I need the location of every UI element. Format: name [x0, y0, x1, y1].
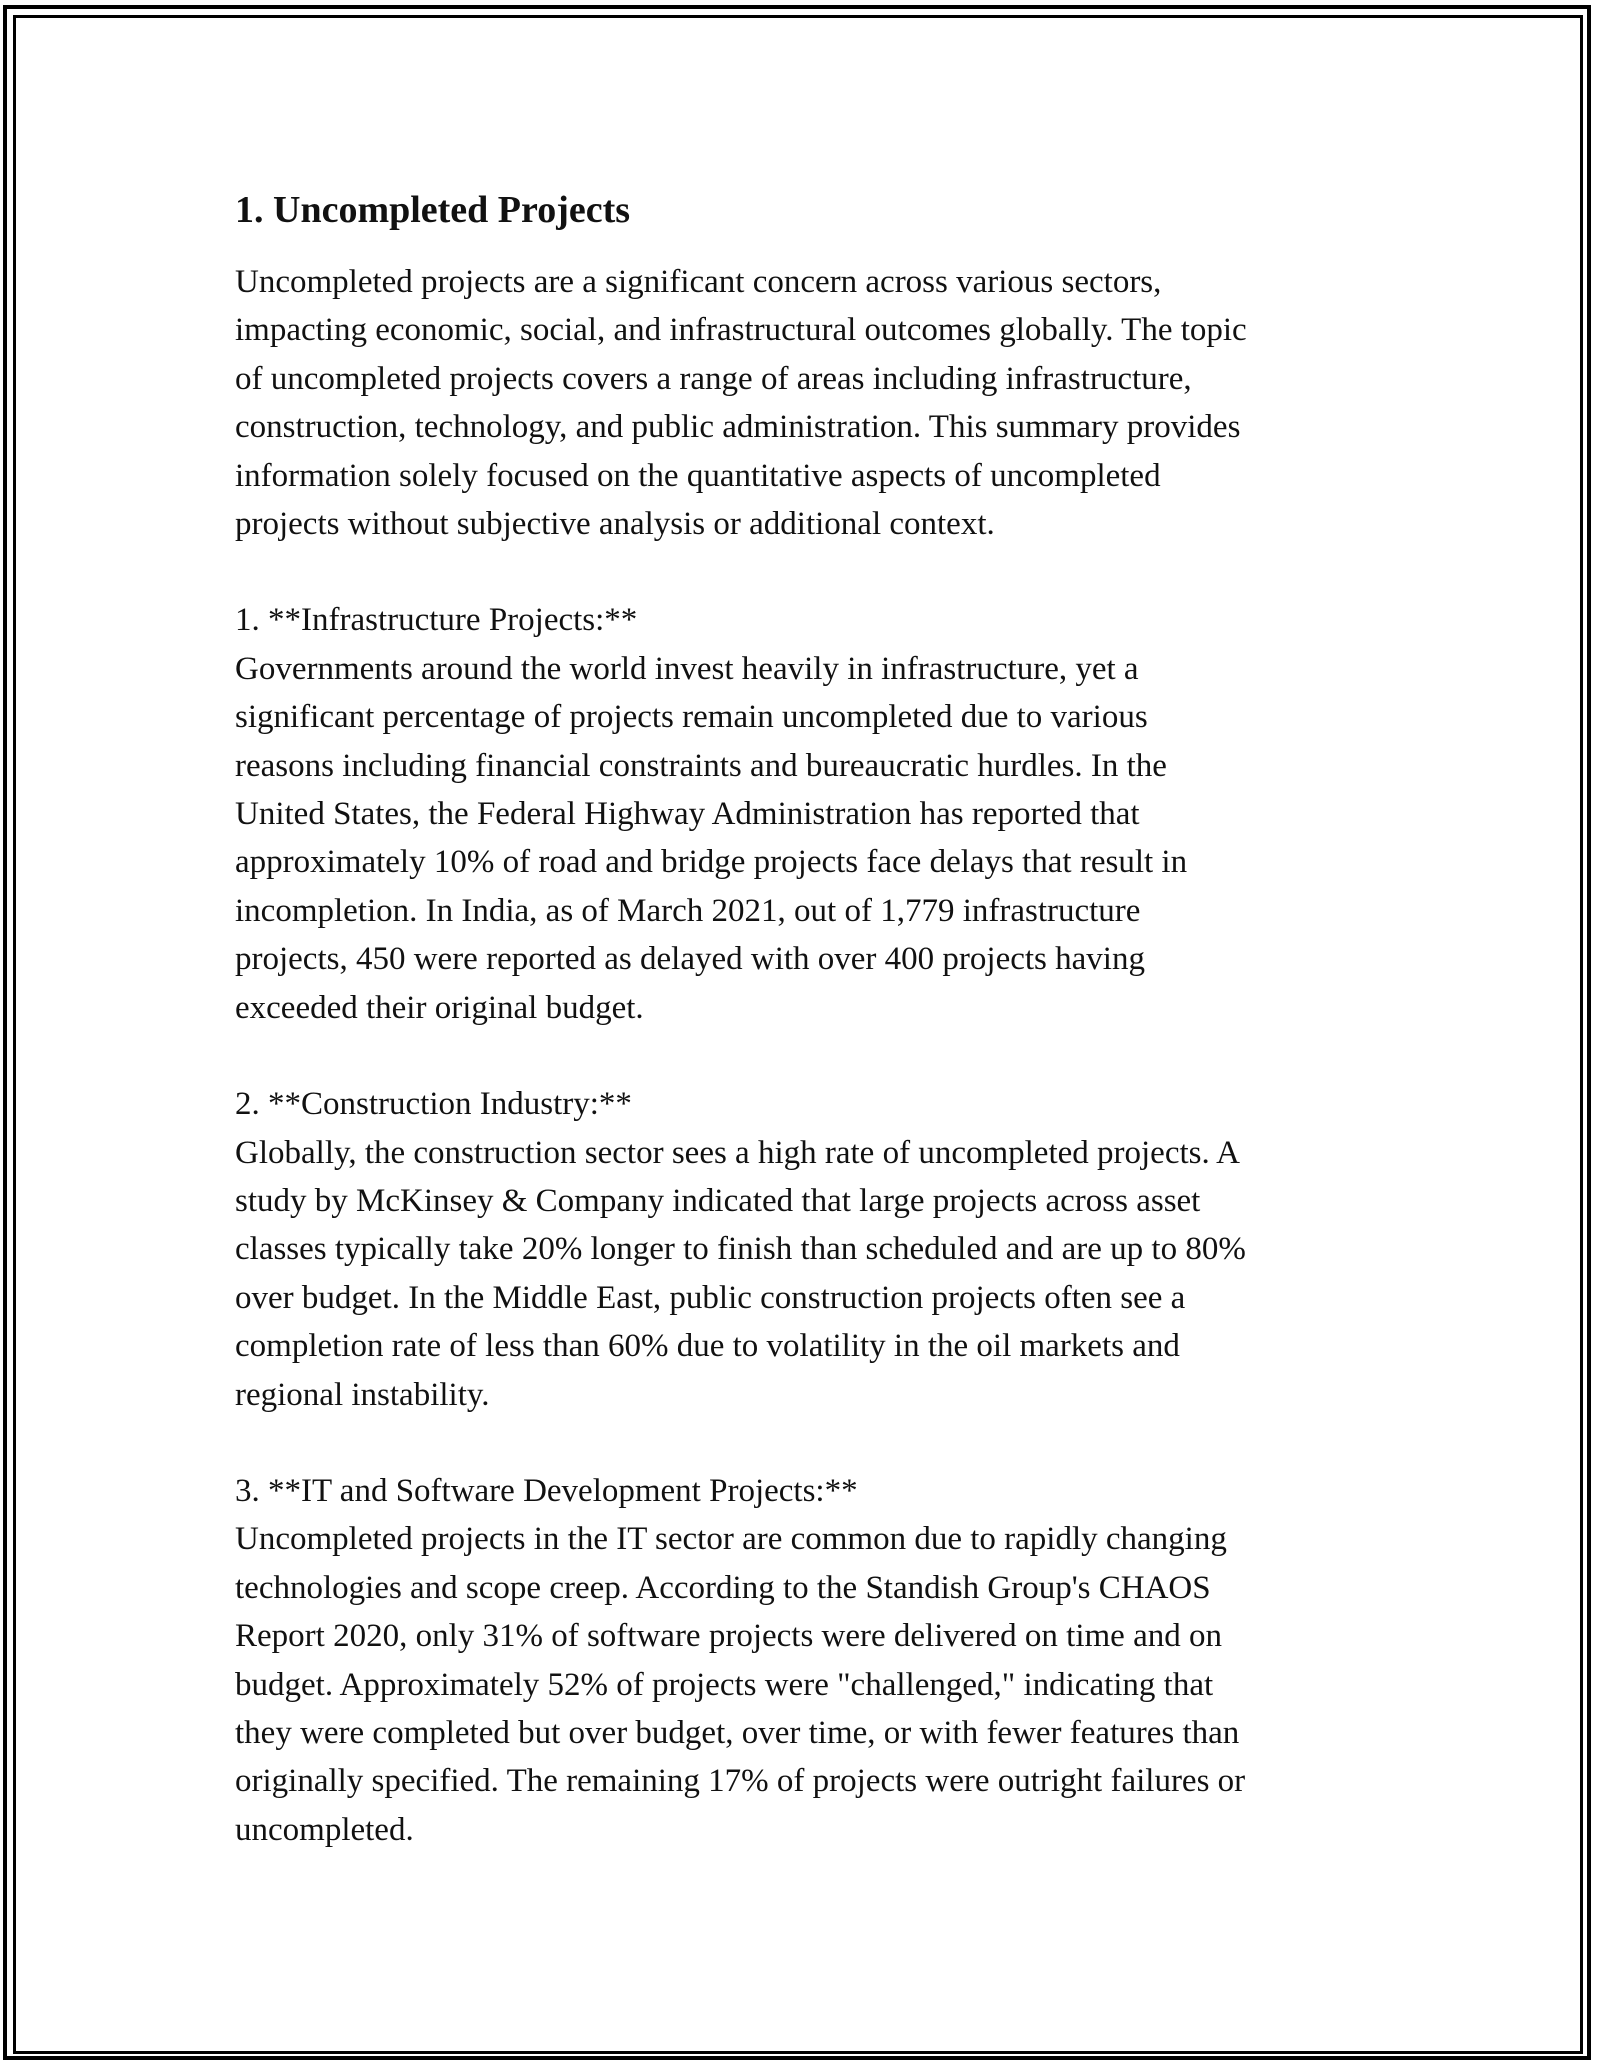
section-heading: 2. **Construction Industry:** — [235, 1086, 632, 1123]
document-title: 1. Uncompleted Projects — [235, 189, 631, 231]
section-construction — [235, 1080, 1365, 1419]
document-body — [235, 186, 1365, 1854]
section-body: Uncompleted projects in the IT sector are common due to rapidly changing technologies and scope creep. According to the Standish Group's CHAOS Report 2020, only 31% of software projects were delivered on time and on budget. Approximately 52% of projects were "challenged," indicating that they were completed but over budget, over time, or with fewer features than originally specified. The remaining 17% of projects were outright failures or uncompleted. — [235, 1521, 1246, 1848]
section-it-software — [235, 1467, 1365, 1854]
section-heading: 3. **IT and Software Development Projects:** — [235, 1472, 858, 1509]
section-body: Globally, the construction sector sees a high rate of uncompleted projects. A study by McKinsey & Company indicated that large projects across asset classes typically take 20% longer to finish than scheduled and are up to 80% over budget. In the Middle East, public construction projects often see a completion rate of less than 60% due to volatility in the oil markets and regional instability. — [235, 1134, 1246, 1413]
section-infrastructure — [235, 596, 1365, 1032]
section-body: Governments around the world invest heavily in infrastructure, yet a significant percentage of projects remain uncompleted due to various reasons including financial constraints and bureaucratic hurdles. In the United States, the Federal Highway Administration has reported that approximately 10% of road and bridge projects face delays that result in incompletion. In India, as of March 2021, out of 1,779 infrastructure projects, 450 were reported as delayed with over 400 projects having exceeded their original budget. — [235, 650, 1188, 1026]
section-heading: 1. **Infrastructure Projects:** — [235, 602, 638, 639]
intro-paragraph: Uncompleted projects are a significant concern across various sectors, impacting economic, social, and infrastructural outcomes globally. The topic of uncompleted projects covers a range of areas including infrastructure, construction, technology, and public administration. This summary provides information solely focused on the quantitative aspects of uncompleted projects without subjective analysis or additional context. — [235, 264, 1247, 543]
